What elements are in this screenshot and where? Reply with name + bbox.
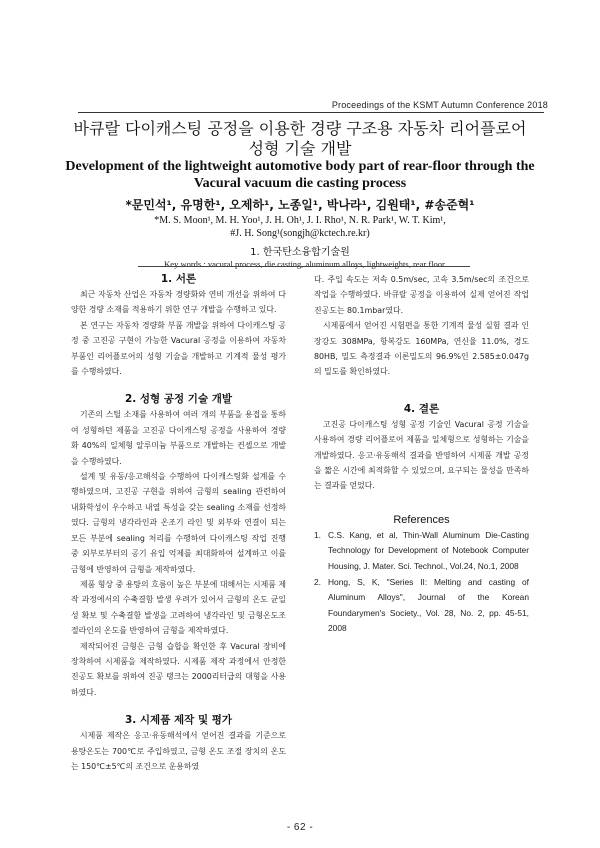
korean-authors: *문민석¹, 유명한¹, 오제하¹, 노종일¹, 박나라¹, 김원태¹, #송준혁¹ [125,198,475,212]
section-heading-conclusion: 4. 결론 [403,402,440,415]
english-authors [0,214,600,240]
affiliation: 1. 한국탄소융합기술원 [250,247,350,258]
references-list [314,528,529,637]
section-heading-introduction: 1. 서론 [160,273,197,285]
english-authors-line-1: *M. S. Moon¹, M. H. Yoo¹, J. H. Oh¹, J. I. Rho¹, N. R. Park¹, W. T. Kim¹, [154,215,446,226]
english-title-line-2: Vacural vacuum die casting process [193,176,407,191]
keywords: Key words : vacural process, die casting, aluminum alloys, lightweights, rear floor [164,259,445,269]
korean-title-line-2: 성형 기술 개발 [248,139,352,158]
english-title [0,158,600,192]
reference-item: 1. C.S. Kang, et al, Thin-Wall Aluminum Die-Casting Technology for Development of Notebook Computer Housing, J. Mater. Sci. Technol., Vol.24, No.1, 2008 [314,529,529,572]
korean-title [0,119,600,159]
paragraph: 고진공 다이캐스팅 성형 공정 기술인 Vacural 공정 기술을 사용하여 경량 리어플로어 제품을 일체형으로 성형하는 기술을 개발하였다. 응고·유동해석 결과를 반영하여 시제품 개발 공정을 짧은 시간에 최적화할 수 있었으며, 요구되는 물성을 만족하는 결과를 얻었다. [314,419,529,491]
paragraph-continued: 다. 주입 속도는 저속 0.5m/sec, 고속 3.5m/sec의 조건으로 작업을 수행하였다. 바큐랄 공정을 이용하여 실제 얻어진 작업 진공도는 80.1mbar였다. [314,275,529,315]
references-heading: References [393,513,450,526]
left-column [71,272,286,774]
section-heading-process: 2. 성형 공정 기술 개발 [124,393,233,406]
reference-item: 2. Hong, S, K, "Series II: Melting and casting of Aluminum Alloys", Journal of the Korean Foundarymen's Society., Vol. 28, No. 2, pp. 45-51, 2008 [314,576,529,634]
paragraph: 시제품에서 얻어진 시험편을 통한 기계적 물성 실험 결과 인장강도 308MPa, 항복강도 160MPa, 연신율 11.0%, 경도 80HB, 밀도 측정결과 이론밀도의 96.9%인 2.585±0.047g의 밀도를 확인하였다. [314,321,529,377]
page-number: - 62 - [286,822,314,833]
paragraph: 최근 자동차 산업은 자동차 경량화와 연비 개선을 위하여 다양한 경량 소재를 적용하기 위한 연구 개발을 수행하고 있다. [71,290,286,315]
keywords-rule [138,266,470,267]
paragraph: 설계 및 유동/응고해석을 수행하여 다이캐스팅화 설계를 수행하였으며, 고진공 구현을 위하여 금형의 sealing 관련하여 내화학성이 우수하고 내열 특성을 갖는 sealing 소재를 선정하였다. 금형의 냉각라인과 온조기 라인 및 외부와 연결이 되는 모든 부분에 sealing 처리를 수행하여 다이캐스팅 작업 진행 중 외부로부터의 공기 유입 억제를 최대화하여 설계하고 이를 금형에 반영하여 금형을 제작하였다. [71,472,286,574]
section-heading-prototype: 3. 시제품 제작 및 평가 [124,714,233,727]
paragraph: 제품 형상 중 용탕의 흐름이 높은 부분에 대해서는 시제품 제작 과정에서의 수축결함 발생 우려가 있어서 금형의 온도 균일성 확보 및 수축결함 발생을 고려하여 냉각라인 및 금형온도조절라인의 온도를 반영하여 금형을 제작하였다. [71,579,286,636]
paragraph: 제작되어진 금형은 금형 습합을 확인한 후 Vacural 장비에 장착하여 시제품을 제작하였다. 시제품 제작 과정에서 안정한 진공도 확보를 위하여 진공 탱크는 2000리터급의 대형을 사용하였다. [71,641,286,697]
korean-title-line-1: 바큐랄 다이캐스팅 공정을 이용한 경량 구조용 자동차 리어플로어 [73,119,527,138]
paragraph: 본 연구는 자동차 경량화 부품 개발을 위하여 다이캐스팅 공정 중 고진공 구현이 가능한 Vacural 공정을 이용하여 자동차 부품인 리어플로어의 성형 기술을 개발하고 기계적 물성 평가를 수행하였다. [71,320,286,377]
english-title-line-1: Development of the lightweight automotive body part of rear-floor through the [65,159,535,174]
header-rule [78,112,544,113]
right-column [314,272,529,637]
paragraph: 시제품 제작은 응고·유동해석에서 얻어진 결과를 기준으로 용탕온도는 700℃로 주입하였고, 금형 온도 조절 장치의 온도는 150℃±5℃의 조건으로 운용하였 [71,731,286,771]
paragraph: 기존의 스틸 소재를 사용하여 여러 개의 부품을 용접을 통하여 성형하던 제품을 고진공 다이캐스팅 공정을 사용하여 경량화 40%의 일체형 알루미늄 부품으로 개발하는 컨셉으로 개발을 수행하였다. [71,410,286,466]
english-authors-line-2: #J. H. Song¹(songjh@kctech.re.kr) [230,228,370,239]
proceedings-header: Proceedings of the KSMT Autumn Conference 2018 [331,100,548,110]
